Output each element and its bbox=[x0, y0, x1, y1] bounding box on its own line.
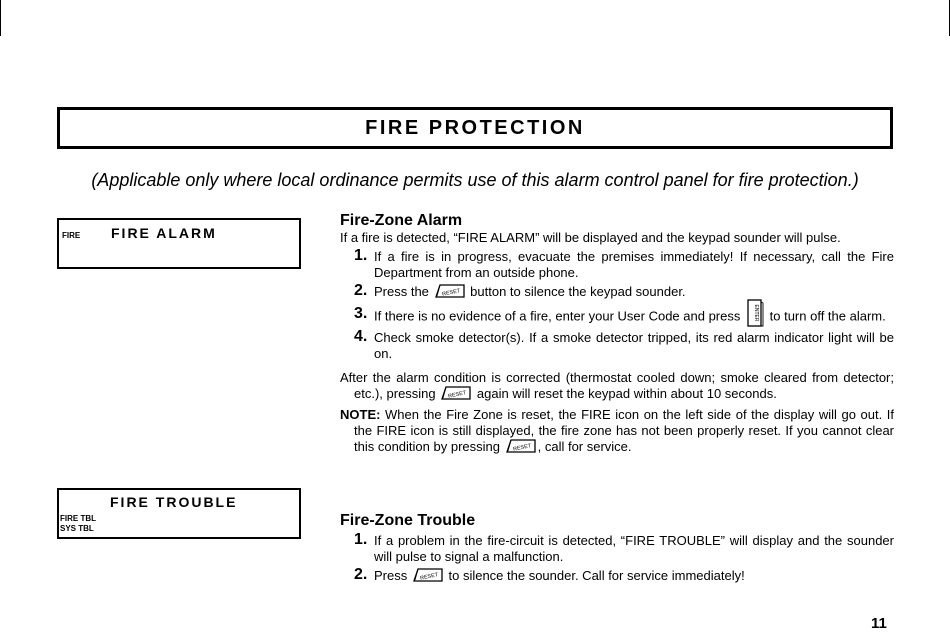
display-fire-alarm bbox=[57, 218, 301, 269]
trouble-steps bbox=[340, 533, 894, 584]
reset-key-icon bbox=[412, 567, 444, 583]
alarm-after-paragraph: After the alarm condition is corrected (thermostat cooled down; smoke cleared from detector; etc.), pressing RESET again will reset the keypad within about 10 seconds. bbox=[340, 370, 894, 401]
trouble-step-2: 2. Press RESET to silence the sounder. Call for service immediately! bbox=[354, 566, 745, 583]
fire-tbl-indicator: FIRE TBL bbox=[60, 514, 96, 523]
sys-tbl-indicator: SYS TBL bbox=[60, 524, 94, 533]
fire-zone-trouble-heading: Fire-Zone Trouble bbox=[340, 512, 476, 529]
note-label: NOTE: bbox=[340, 407, 381, 422]
display-text-fire-trouble: FIRE TROUBLE bbox=[110, 494, 238, 510]
alarm-intro: If a fire is detected, “FIRE ALARM” will be displayed and the keypad sounder will pulse. bbox=[340, 230, 841, 245]
page-number: 11 bbox=[871, 615, 887, 632]
reset-key-icon bbox=[505, 438, 537, 454]
svg-text:RESET: RESET bbox=[441, 287, 461, 298]
alarm-step-4: 4. Check smoke detector(s). If a smoke detector tripped, its red alarm indicator light will be on. bbox=[354, 328, 894, 361]
enter-key-icon bbox=[746, 299, 764, 327]
svg-text:RESET: RESET bbox=[419, 571, 439, 582]
page-edge-mark-left bbox=[0, 0, 1, 36]
alarm-note: NOTE: When the Fire Zone is reset, the FIRE icon on the left side of the display will go out. If the FIRE icon is still displayed, the fire zone has not been properly reset. If you cannot clear this condition by pressing RESET , call for service. bbox=[340, 407, 894, 454]
svg-text:RESET: RESET bbox=[447, 389, 468, 400]
alarm-step-2: 2. Press the RESET button to silence the keypad sounder. bbox=[354, 282, 686, 299]
alarm-step-3: 3. If there is no evidence of a fire, enter your User Code and press ENTER to turn off the alarm. bbox=[340, 307, 894, 327]
applicability-note: (Applicable only where local ordinance permits use of this alarm control panel for fire protection.) bbox=[91, 170, 859, 190]
page-title: FIRE PROTECTION bbox=[365, 116, 585, 139]
fire-zone-alarm-section bbox=[340, 211, 894, 455]
fire-indicator: FIRE bbox=[62, 231, 81, 240]
svg-text:RESET: RESET bbox=[512, 442, 532, 453]
alarm-step-1: 1. If a fire is in progress, evacuate the premises immediately! If necessary, call the Fire Department from an outside phone. bbox=[354, 247, 894, 280]
alarm-steps bbox=[340, 249, 894, 362]
svg-text:ENTER: ENTER bbox=[753, 304, 759, 322]
reset-key-icon bbox=[440, 385, 472, 401]
fire-zone-trouble-section bbox=[340, 511, 894, 584]
reset-key-icon bbox=[434, 283, 466, 299]
trouble-step-1: 1. If a problem in the fire-circuit is detected, “FIRE TROUBLE” will display and the sounder will pulse to signal a malfunction. bbox=[354, 531, 894, 564]
display-fire-trouble bbox=[57, 488, 301, 539]
fire-zone-alarm-heading: Fire-Zone Alarm bbox=[340, 212, 463, 229]
display-text-fire-alarm: FIRE ALARM bbox=[111, 225, 217, 241]
section-title-box bbox=[57, 107, 893, 149]
